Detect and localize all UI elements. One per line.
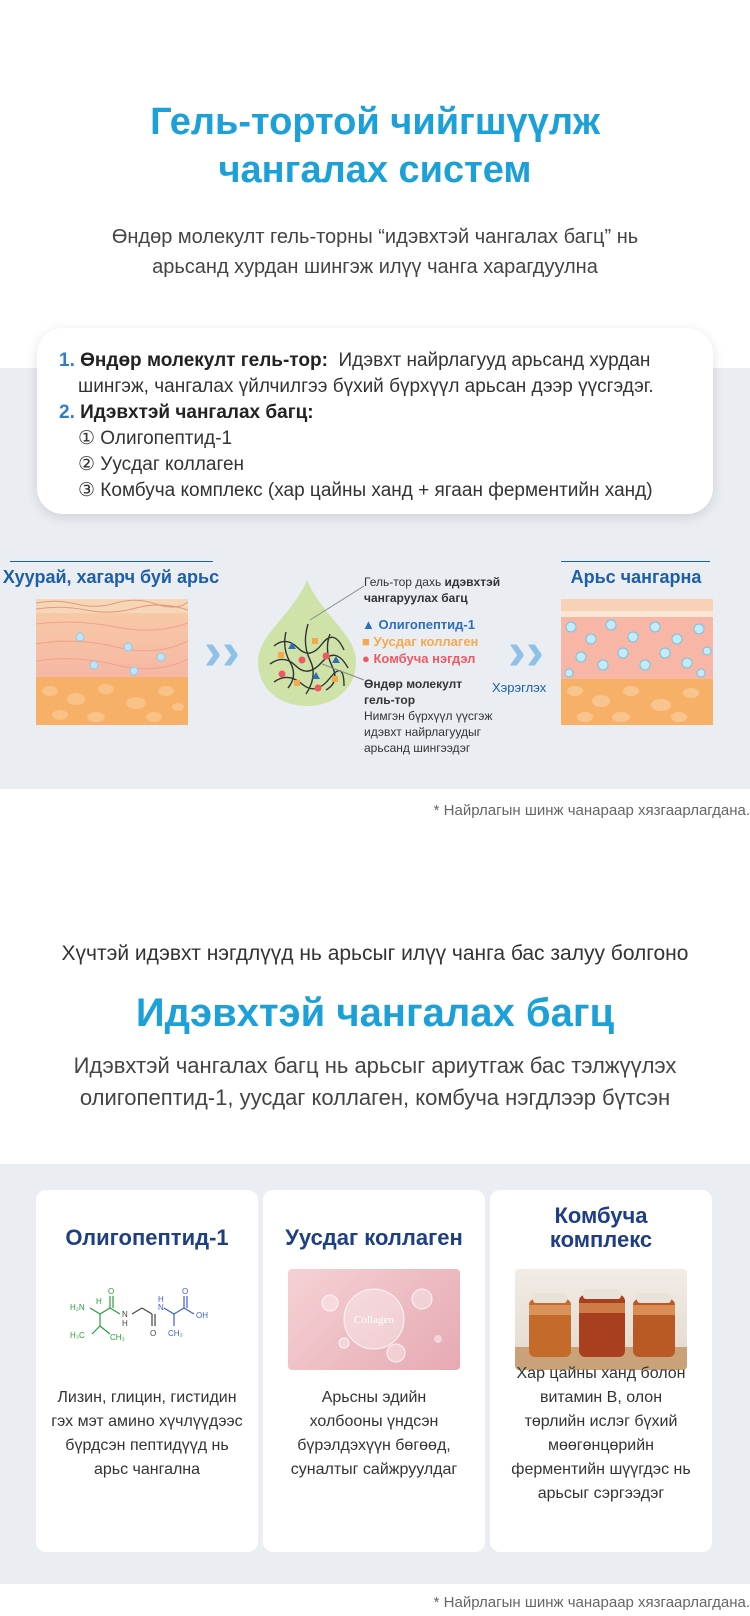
info-sub-2: ② Уусдаг коллаген [78,454,245,475]
card-3-desc [490,1362,712,1506]
square-icon: ■ [362,634,370,649]
card-3-desc-line6: арьсыг сэргээдэг [537,1485,665,1502]
collagen-image-text: Collagen [354,1314,394,1326]
card-2-desc-line1: Арьсны эдийн [321,1389,427,1406]
card-3-title [490,1204,712,1252]
callout-top-c: чангаруулах багц [364,591,468,605]
left-label-line [10,561,213,562]
apply-label: Хэрэглэх [492,680,547,695]
legend-item-2 [362,633,478,650]
mol-o2: O [150,1329,157,1338]
info-item-1-num: 1. [59,350,75,371]
right-label-line [561,561,710,562]
mol-h3c: H₃C [70,1331,85,1340]
legend-item-1 [362,616,478,633]
info-item-1 [59,348,689,374]
section1-title [0,98,750,194]
card-2-title: Уусдаг коллаген [285,1225,463,1250]
card-3-desc-line2: витамин B, олон [539,1389,663,1406]
mol-o3: O [182,1287,189,1296]
callout-top [364,574,524,606]
section2-desc [0,1050,750,1114]
legend-1-label: Олигопептид-1 [378,617,475,632]
info-sub-3: ③ Комбуча комплекс (хар цайны ханд + ягаан ферментийн ханд) [78,480,653,501]
card-2-desc [263,1386,485,1482]
molecule-structure-illustration [68,1286,228,1346]
info-item-2-num: 2. [59,402,75,423]
footnote-1: * Найрлагын шинж чанараар хязгаарлагдана. [433,802,750,819]
mol-n1: N [122,1310,128,1319]
card-1-desc-line1: Лизин, глицин, гистидин [57,1389,237,1406]
right-skin-label: Арьс чангарна [570,567,702,587]
card-3-desc-line4: мөөгөнцөрийн [547,1437,655,1454]
card-3-title-line2: комплекс [549,1227,653,1252]
info-box [37,328,713,514]
section1-title-line1: Гель-тортой чийгшүүлж [150,101,600,143]
card-oligopeptide [36,1190,258,1552]
mol-o1: O [108,1287,115,1296]
info-sub-1: ① Олигопептид-1 [78,428,233,449]
card-2-desc-line2: холбооны үндсэн [309,1413,439,1430]
collagen-bubbles-icon [288,1269,460,1370]
mol-n2: N [158,1303,164,1312]
card-1-desc-line4: арьс чангална [93,1461,201,1478]
footnote-2: * Найрлагын шинж чанараар хязгаарлагдана. [433,1594,750,1611]
mol-ch3a: CH₃ [110,1333,125,1342]
card-1-desc-line3: бүрдсэн пептидүүд нь [65,1437,229,1454]
mol-h2n: H₂N [70,1303,85,1312]
callout-bottom-text-c: арьсанд шингээдэг [364,741,471,755]
callout-bottom-title-b: гель-тор [364,693,416,707]
callout-bottom-text-b: идэвхт найрлагуудыг [364,725,481,739]
mol-h2: H [122,1319,128,1328]
callout-top-b: идэвхтэй [444,575,501,589]
mol-ch3b: CH₃ [168,1329,183,1338]
section2-desc-line1: Идэвхтэй чангалах багц нь арьсыг ариутгаж бас тэлжүүлэх [73,1053,677,1078]
callout-bottom-title-a: Өндөр молекулт [364,677,463,691]
card-3-desc-line3: төрлийн ислэг бүхий [524,1413,678,1430]
info-item-1-title: Өндөр молекулт гель-тор: [80,350,328,371]
chevron-right-icon: ›› [204,621,240,681]
section2-desc-line2: олигопептид-1, уусдаг коллаген, комбуча нэгдлээр бүтсэн [79,1085,671,1110]
collagen-image [288,1269,460,1370]
callout-bottom-text-a: Нимгэн бүрхүүл үүсгэж [364,709,493,723]
card-1-desc-line2: гэх мэт амино хүчлүүдээс [51,1413,243,1430]
info-item-2-title: Идэвхтэй чангалах багц: [80,402,314,423]
card-collagen [263,1190,485,1552]
card-1-desc [36,1386,258,1482]
section1-subtitle-line1: Өндөр молекулт гель-торны “идэвхтэй чангалах багц” нь [111,226,639,248]
section2-title: Идэвхтэй чангалах багц [135,991,615,1035]
legend-item-3 [362,650,478,667]
legend [362,616,478,667]
mol-h: H [96,1297,102,1306]
card-3-desc-line5: ферментийн шүүгдэс нь [511,1461,691,1478]
chevron-right-icon-2: ›› [508,621,544,681]
mol-oh: OH [196,1311,208,1320]
card-2-desc-line4: суналтыг сайжруулдаг [290,1461,458,1478]
info-item-1-text-a: Идэвхт найрлагууд арьсанд хурдан [338,350,651,371]
card-1-title: Олигопептид-1 [65,1225,229,1250]
card-kombucha [490,1190,712,1552]
section1-subtitle-line2: арьсанд хурдан шингэж илүү чанга харагдуулна [152,256,598,278]
left-skin-label: Хуурай, хагарч буй арьс [2,567,220,587]
section1-subtitle [0,222,750,282]
mol-h3: H [158,1295,164,1304]
dry-skin-illustration [36,599,188,725]
legend-2-label: Уусдаг коллаген [373,634,479,649]
kombucha-jars-icon [515,1269,687,1370]
legend-3-label: Комбуча нэгдэл [373,651,476,666]
callout-lines [300,580,370,690]
card-3-desc-line1: Хар цайны ханд болон [516,1365,686,1382]
card-3-title-line1: Комбуча [554,1203,648,1228]
section2-lead: Хүчтэй идэвхт нэгдлүүд нь арьсыг илүү чанга бас залуу болгоно [61,942,689,965]
info-item-1-text-b: шингэж, чангалах үйлчилгээ бүхий бүрхүүл арьсан дээр үүсгэдэг. [78,376,654,397]
firm-skin-illustration [561,599,713,725]
circle-icon: ● [362,651,370,666]
callout-top-a: Гель-тор дахь [364,575,445,589]
kombucha-image [515,1269,687,1370]
info-item-2 [59,400,689,426]
card-2-desc-line3: бүрэлдэхүүн бөгөөд, [297,1437,451,1454]
triangle-icon: ▲ [362,617,375,632]
section1-title-line2: чангалах систем [218,149,532,191]
